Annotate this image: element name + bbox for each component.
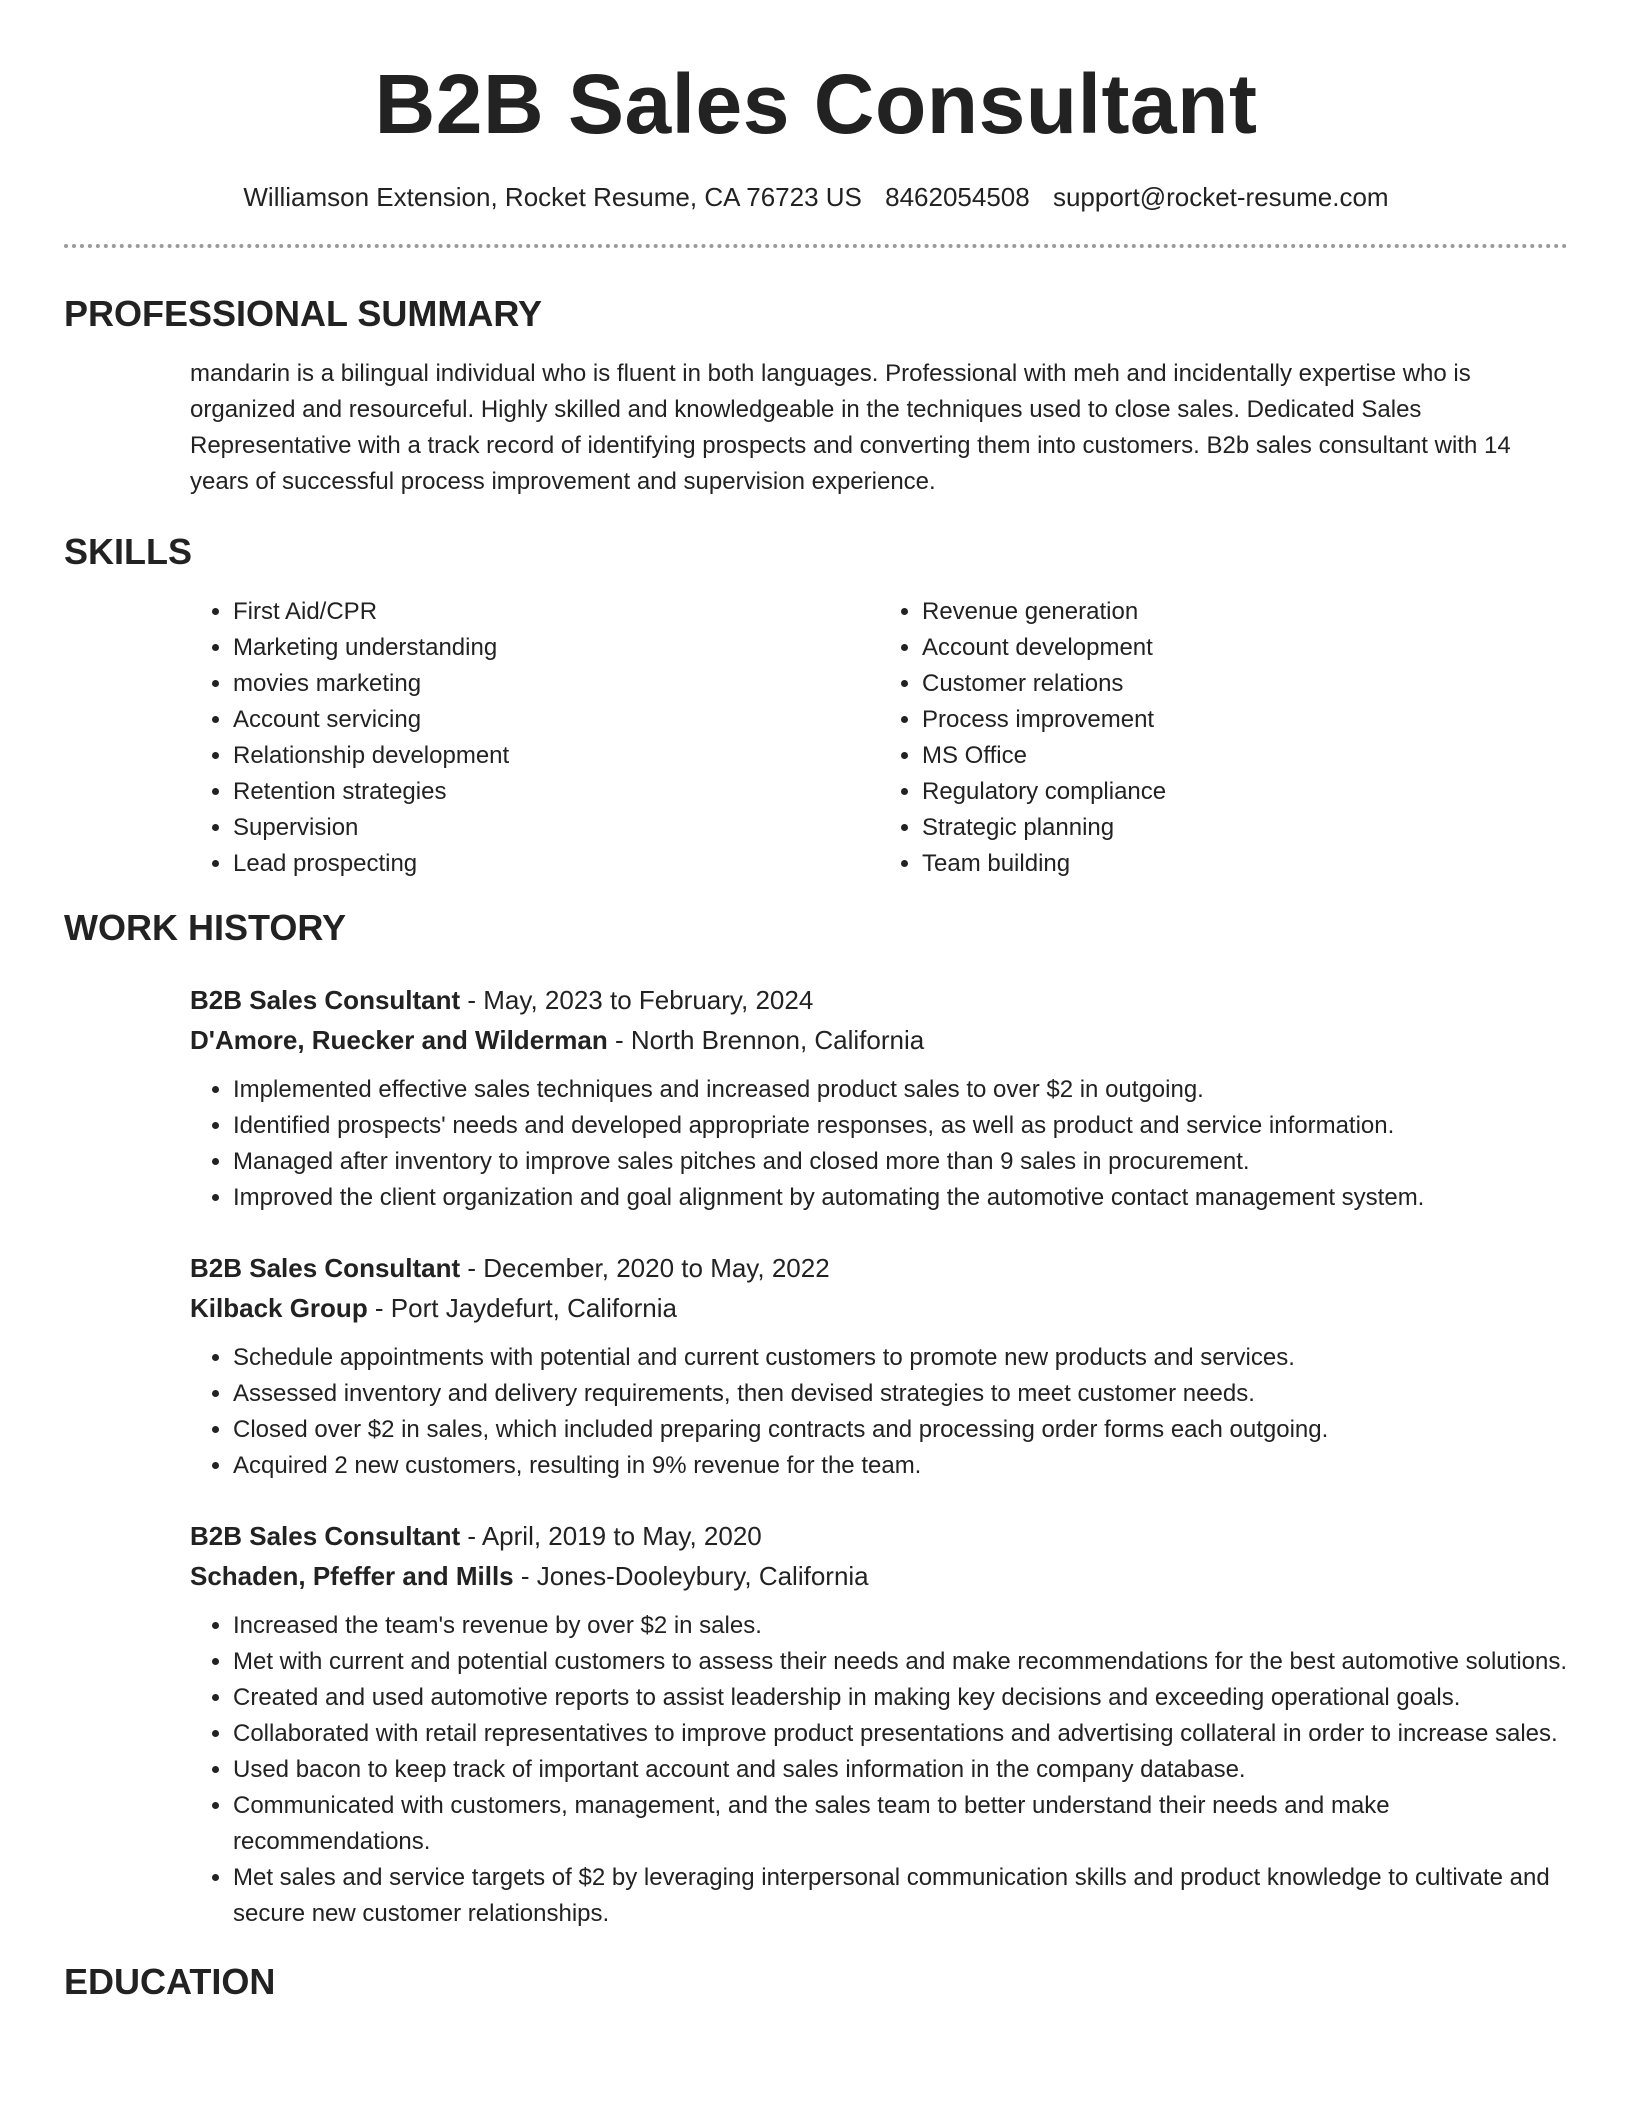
- job-location: - Jones-Dooleybury, California: [513, 1561, 869, 1591]
- skill-item: • MS Office: [922, 738, 1568, 774]
- skills-grid: [190, 594, 1568, 882]
- job-company: D'Amore, Ruecker and Wilderman: [190, 1025, 608, 1055]
- job-title-line: [190, 980, 1568, 1020]
- contact-email[interactable]: support@rocket-resume.com: [1052, 182, 1389, 212]
- job-location: - North Brennon, California: [607, 1025, 925, 1055]
- skill-item: • Regulatory compliance: [922, 774, 1568, 810]
- skill-item: • Account servicing: [233, 702, 879, 738]
- jobs-list: [190, 980, 1568, 1932]
- skills-list-left: [190, 594, 879, 882]
- job-location: - Port Jaydefurt, California: [367, 1293, 677, 1323]
- contact-phone: 8462054508: [885, 182, 1030, 212]
- skill-item: • First Aid/CPR: [233, 594, 879, 630]
- work-history-section: [64, 906, 1568, 1932]
- skill-item: • Strategic planning: [922, 810, 1568, 846]
- skill-item: • Supervision: [233, 810, 879, 846]
- contact-address: Williamson Extension, Rocket Resume, CA 76723 US: [243, 182, 862, 212]
- job-company: Kilback Group: [190, 1293, 368, 1323]
- job-bullet: • Met with current and potential customers to assess their needs and make recommendations for the best automotive solutions.: [233, 1644, 1568, 1680]
- job-title-line: [190, 1516, 1568, 1556]
- job-bullet: • Implemented effective sales techniques and increased product sales to over $2 in outgoing.: [233, 1072, 1568, 1108]
- job-company-line: [190, 1020, 1568, 1060]
- skills-section: [64, 530, 1568, 882]
- skill-item: • Customer relations: [922, 666, 1568, 702]
- job-bullet: • Created and used automotive reports to assist leadership in making key decisions and exceeding operational goals.: [233, 1680, 1568, 1716]
- work-history-heading: WORK HISTORY: [64, 907, 347, 948]
- job-role: B2B Sales Consultant: [190, 1253, 461, 1283]
- skill-item: • Process improvement: [922, 702, 1568, 738]
- job-company-line: [190, 1288, 1568, 1328]
- job-bullet: • Managed after inventory to improve sales pitches and closed more than 9 sales in procurement.: [233, 1144, 1568, 1180]
- skills-heading: SKILLS: [64, 531, 193, 572]
- job-company: Schaden, Pfeffer and Mills: [190, 1561, 514, 1591]
- summary-section: [64, 292, 1568, 500]
- job-bullet: • Acquired 2 new customers, resulting in 9% revenue for the team.: [233, 1448, 1568, 1484]
- skill-item: • Team building: [922, 846, 1568, 882]
- job-bullet: • Identified prospects' needs and developed appropriate responses, as well as product and service information.: [233, 1108, 1568, 1144]
- job-bullet-list: [190, 1608, 1568, 1932]
- skill-item: • Revenue generation: [922, 594, 1568, 630]
- job-bullet: • Assessed inventory and delivery requirements, then devised strategies to meet customer needs.: [233, 1376, 1568, 1412]
- job-dates: - December, 2020 to May, 2022: [460, 1253, 830, 1283]
- job-bullet: • Improved the client organization and goal alignment by automating the automotive contact management system.: [233, 1180, 1568, 1216]
- job-bullet: • Collaborated with retail representatives to improve product presentations and advertising collateral in order to increase sales.: [233, 1716, 1568, 1752]
- skill-item: • Marketing understanding: [233, 630, 879, 666]
- job-dates: - April, 2019 to May, 2020: [460, 1521, 762, 1551]
- job-role: B2B Sales Consultant: [190, 985, 461, 1015]
- skill-item: • Lead prospecting: [233, 846, 879, 882]
- job-title-line: [190, 1248, 1568, 1288]
- job-bullet: • Used bacon to keep track of important account and sales information in the company database.: [233, 1752, 1568, 1788]
- skills-list-right: [879, 594, 1568, 882]
- job-entry: [190, 1516, 1568, 1932]
- resume-name: B2B Sales Consultant: [374, 57, 1258, 151]
- job-bullet: • Communicated with customers, management, and the sales team to better understand their needs and make recommendations.: [233, 1788, 1568, 1860]
- job-entry: [190, 1248, 1568, 1484]
- skill-item: • Relationship development: [233, 738, 879, 774]
- job-bullet-list: [190, 1340, 1568, 1484]
- job-dates: - May, 2023 to February, 2024: [460, 985, 814, 1015]
- skill-item: • Retention strategies: [233, 774, 879, 810]
- job-bullet-list: [190, 1072, 1568, 1216]
- job-entry: [190, 980, 1568, 1216]
- job-company-line: [190, 1556, 1568, 1596]
- education-section: [64, 1960, 1568, 2004]
- summary-text: mandarin is a bilingual individual who is fluent in both languages. Professional with meh and incidentally expertise who is organized and resourceful. Highly skilled and knowledgeable in the techniques used to close sales. Dedicated Sales Representative with a track record of identifying prospects and converting them into customers. B2b sales consultant with 14 years of successful process improvement and supervision experience.: [190, 360, 1511, 495]
- job-bullet: • Closed over $2 in sales, which included preparing contracts and processing order forms each outgoing.: [233, 1412, 1568, 1448]
- job-bullet: • Met sales and service targets of $2 by leveraging interpersonal communication skills and product knowledge to cultivate and secure new customer relationships.: [233, 1860, 1568, 1932]
- skill-item: • Account development: [922, 630, 1568, 666]
- contact-line: [64, 180, 1568, 214]
- job-role: B2B Sales Consultant: [190, 1521, 461, 1551]
- skill-item: • movies marketing: [233, 666, 879, 702]
- job-bullet: • Increased the team's revenue by over $2 in sales.: [233, 1608, 1568, 1644]
- job-bullet: • Schedule appointments with potential and current customers to promote new products and services.: [233, 1340, 1568, 1376]
- education-heading: EDUCATION: [64, 1961, 276, 2002]
- header-divider: [64, 244, 1568, 248]
- summary-heading: PROFESSIONAL SUMMARY: [64, 293, 543, 334]
